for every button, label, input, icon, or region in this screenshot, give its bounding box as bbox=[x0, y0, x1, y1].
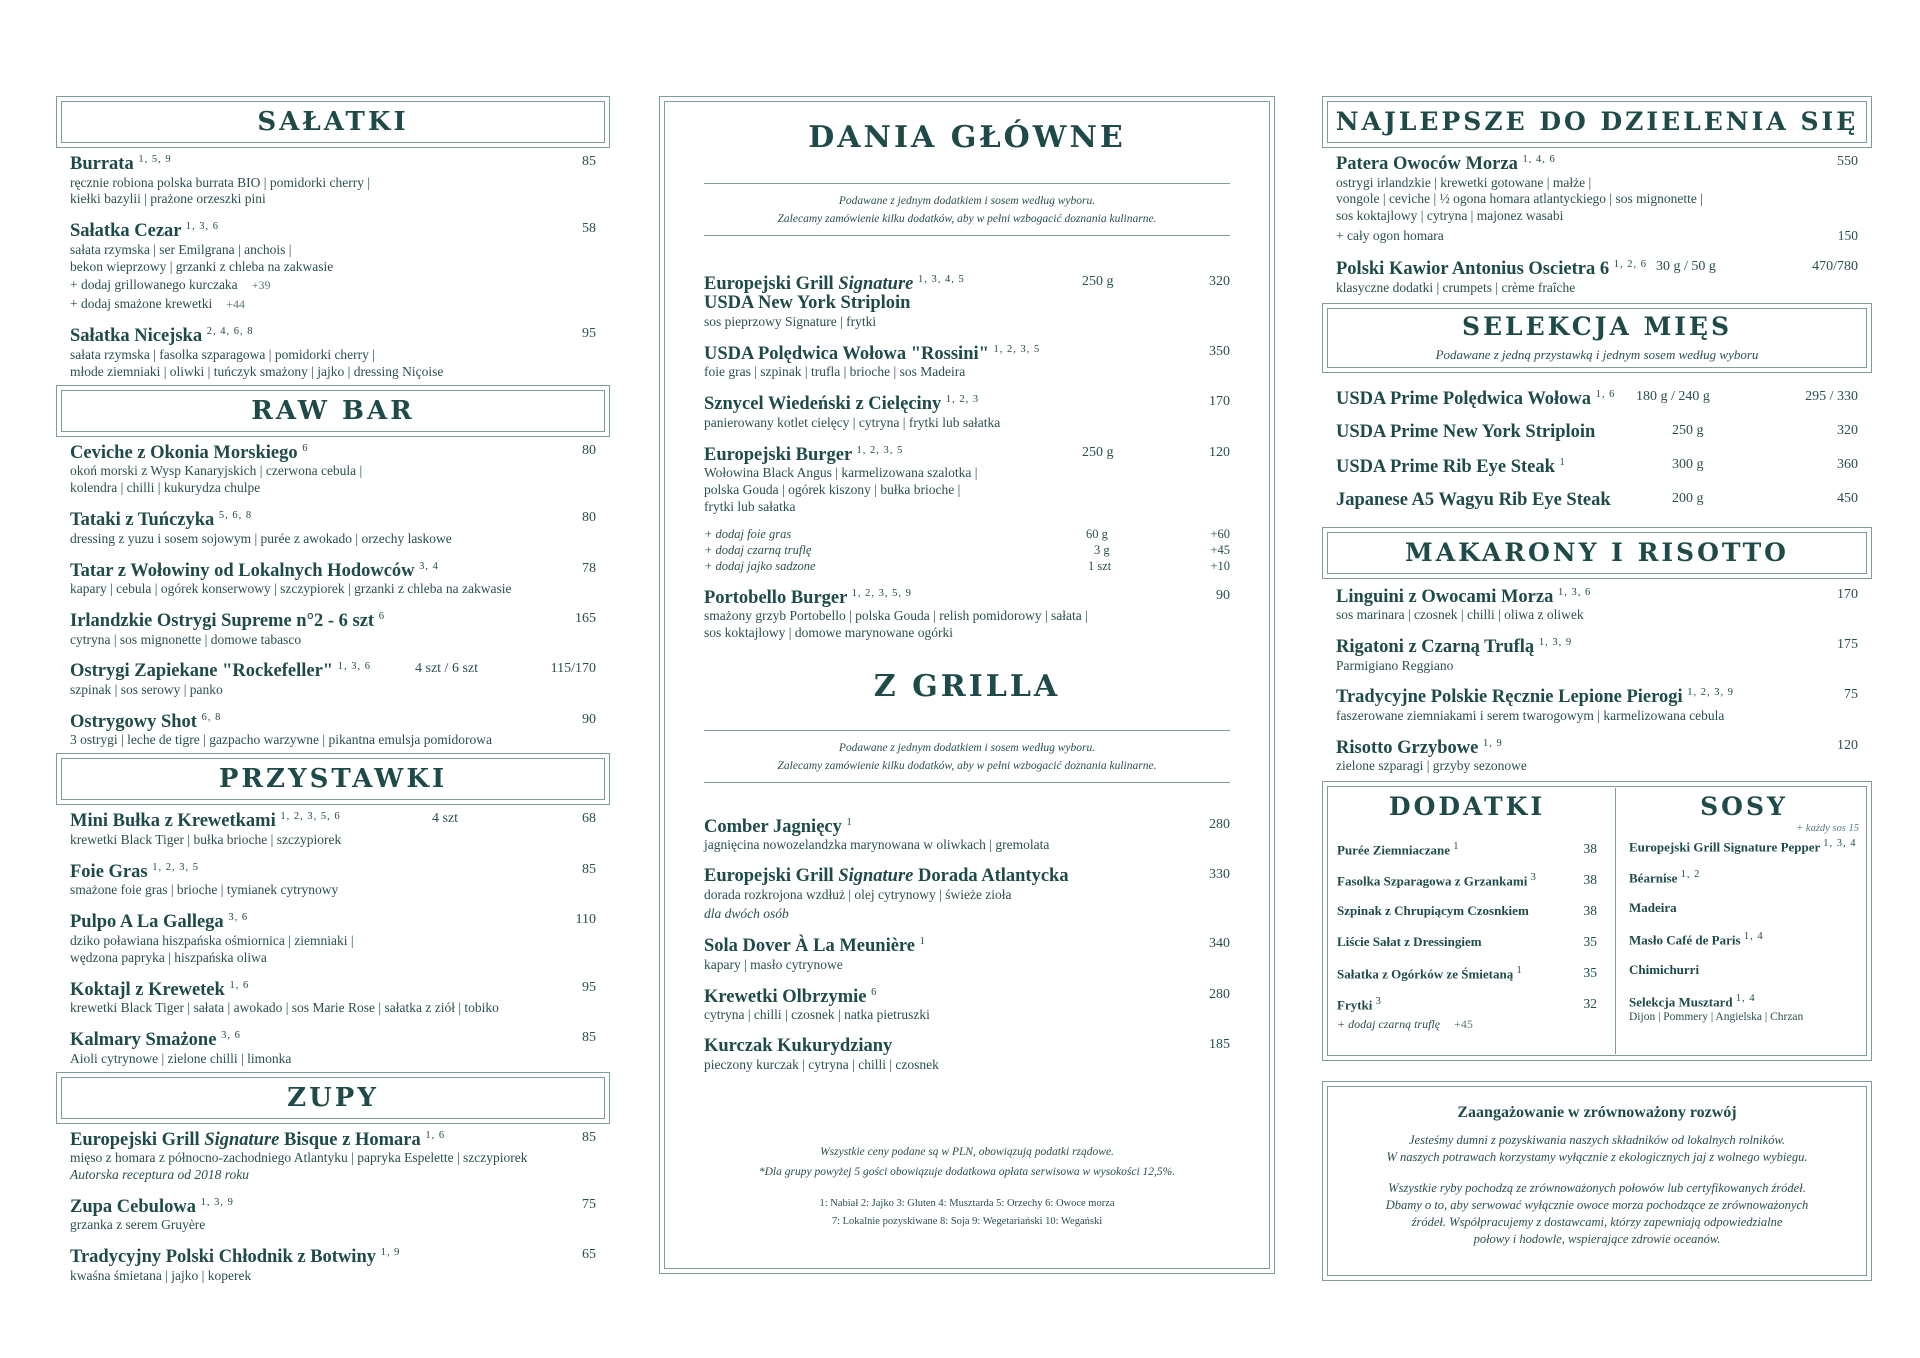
item-name: Dorada Atlantycka bbox=[913, 866, 1069, 887]
item-name: Ceviche z Okonia Morskiego bbox=[70, 442, 298, 463]
allergens: 1, 2, 3, 5, 6 bbox=[280, 811, 341, 823]
item-price: 295 / 330 bbox=[1805, 388, 1858, 404]
menu-item bbox=[70, 1130, 596, 1184]
item-desc: ostrygi irlandzkie | krewetki gotowane | małże | bbox=[1336, 174, 1592, 190]
item-price: 185 bbox=[1209, 1037, 1230, 1053]
divider bbox=[704, 730, 1230, 731]
menu-item bbox=[1336, 637, 1858, 674]
item-name: Tataki z Tuńczyka bbox=[70, 510, 215, 531]
item-name: Koktajl z Krewetek bbox=[70, 979, 225, 1000]
item-price: 360 bbox=[1837, 456, 1858, 472]
section-header-makarony bbox=[1322, 527, 1872, 579]
item-desc: smażone foie gras | brioche | tymianek cytrynowy bbox=[70, 882, 339, 898]
section-title: Z GRILLA bbox=[873, 668, 1061, 704]
sauce-item: Chimichurri bbox=[1629, 962, 1700, 978]
menu-item bbox=[70, 1197, 596, 1234]
raw-bar-list bbox=[56, 437, 610, 750]
item-name: Tatar z Wołowiny od Lokalnych Hodowców bbox=[70, 560, 415, 581]
menu-item bbox=[1336, 389, 1858, 423]
item-desc: kapary | cebula | ogórek konserwowy | szczypiorek | grzanki z chleba na zakwasie bbox=[70, 581, 512, 597]
item-qty: 180 g / 240 g bbox=[1636, 388, 1710, 404]
item-price: 95 bbox=[582, 326, 596, 342]
item-price: 90 bbox=[582, 711, 596, 727]
item-name: Pulpo A La Gallega bbox=[70, 912, 224, 933]
section-title: SAŁATKI bbox=[257, 107, 409, 137]
item-name: USDA Polędwica Wołowa "Rossini" bbox=[704, 343, 989, 364]
allergens: 1 bbox=[846, 816, 853, 828]
item-name: Irlandzkie Ostrygi Supreme n°2 - 6 szt bbox=[70, 611, 375, 632]
section-header-zupy bbox=[56, 1072, 610, 1124]
item-name: Tradycyjne Polskie Ręcznie Lepione Pierogi bbox=[1336, 687, 1683, 708]
menu-item bbox=[704, 1037, 1230, 1073]
allergens: 1, 6 bbox=[425, 1129, 446, 1141]
menu-item bbox=[70, 980, 596, 1017]
item-extra: + dodaj smażone krewetki +44 bbox=[70, 295, 245, 311]
item-desc: wędzona papryka | hiszpańska oliwa bbox=[70, 949, 267, 965]
item-name: Comber Jagnięcy bbox=[704, 816, 842, 837]
item-name: Portobello Burger bbox=[704, 587, 848, 608]
sides-sauces-divider bbox=[1615, 788, 1616, 1054]
divider bbox=[704, 183, 1230, 184]
allergens: 1, 3, 9 bbox=[1538, 637, 1573, 648]
item-desc: mięso z homara z północno-zachodniego Atlantyku | papryka Espelette | szczypiorek bbox=[70, 1150, 528, 1166]
sustainability-text: Jesteśmy dumni z pozyskiwania naszych składników od lokalnych rolników. W naszych potrawach korzystamy wyłącznie z ekologicznych jaj z wolnego wybiegu. bbox=[1386, 1133, 1808, 1165]
allergens: 1 bbox=[1559, 456, 1566, 468]
makarony-list bbox=[1322, 579, 1872, 776]
item-extra: + dodaj czarną truflę 3 g +45 bbox=[704, 543, 1230, 558]
side-item: Liście Sałat z Dressingiem 35 bbox=[1337, 934, 1597, 950]
item-desc: smażony grzyb Portobello | polska Gouda | relish pomidorowy | sałata | bbox=[704, 608, 1088, 624]
allergens: 1, 4, 6 bbox=[1522, 154, 1556, 165]
item-name: Ostrygi Zapiekane "Rockefeller" bbox=[70, 661, 334, 682]
allergens: 1, 6 bbox=[229, 979, 250, 991]
item-desc: kolendra | chilli | kukurydza chulpe bbox=[70, 480, 261, 496]
menu-item bbox=[1336, 687, 1858, 724]
item-price: 320 bbox=[1837, 422, 1858, 438]
menu-item bbox=[70, 443, 596, 497]
item-desc: polska Gouda | ogórek kiszony | bułka brioche | bbox=[704, 482, 961, 498]
item-price: 115/170 bbox=[550, 661, 596, 677]
menu-item bbox=[1336, 457, 1858, 491]
item-qty: 4 szt bbox=[432, 811, 459, 827]
section-header-selekcja bbox=[1322, 303, 1872, 373]
price-notes: Wszystkie ceny podane są w PLN, obowiązują podatki rządowe. *Dla grupy powyżej 5 gości obowiązuje dodatkowa opłata serwisowa w wysokości 12,5%. bbox=[758, 1146, 1176, 1178]
item-name: Foie Gras bbox=[70, 861, 148, 882]
item-qty: 4 szt / 6 szt bbox=[415, 661, 478, 677]
allergens: 3, 4 bbox=[419, 560, 439, 572]
side-item: Frytki $^3$ 32 bbox=[1337, 996, 1597, 1013]
allergens: 6 bbox=[302, 442, 309, 454]
item-price: 75 bbox=[1844, 687, 1858, 703]
item-desc: 3 ostrygi | leche de tigre | gazpacho warzywne | pikantna emulsja pomidorowa bbox=[70, 732, 492, 748]
item-name: Europejski Grill bbox=[704, 273, 839, 294]
item-price: 170 bbox=[1209, 394, 1230, 410]
section-title: SELEKCJA MIĘS bbox=[1461, 311, 1733, 341]
item-desc: kiełki bazylii | prażone orzeszki pini bbox=[70, 191, 266, 207]
item-price: 80 bbox=[582, 510, 596, 526]
dania-glowne-list bbox=[704, 274, 1230, 642]
item-qty: 200 g bbox=[1672, 490, 1704, 506]
item-name: Sola Dover À La Meunière bbox=[704, 936, 916, 957]
section-title: NAJLEPSZE DO DZIELENIA SIĘ bbox=[1335, 107, 1859, 136]
item-desc: sos koktajlowy | cytryna | majonez wasabi bbox=[1336, 208, 1564, 224]
item-desc: klasyczne dodatki | crumpets | crème fraîche bbox=[1336, 279, 1576, 295]
item-desc: dressing z yuzu i sosem sojowym | purée z awokado | orzechy laskowe bbox=[70, 530, 452, 546]
salatki-list bbox=[56, 148, 610, 381]
menu-item bbox=[1336, 423, 1858, 457]
allergens: 3, 6 bbox=[221, 1030, 241, 1042]
item-desc: cytryna | sos mignonette | domowe tabasco bbox=[70, 631, 302, 647]
item-qty: 250 g bbox=[1672, 422, 1704, 438]
allergens: 1, 2, 6 bbox=[1613, 259, 1647, 271]
item-desc: krewetki Black Tiger | sałata | awokado | sos Marie Rose | sałatka z ziół | tobiko bbox=[70, 1000, 499, 1016]
section-title: DODATKI bbox=[1388, 792, 1546, 822]
menu-item bbox=[1336, 491, 1858, 525]
item-desc: frytki lub sałatka bbox=[704, 498, 796, 514]
item-desc: okoń morski z Wysp Kanaryjskich | czerwona cebula | bbox=[70, 463, 363, 479]
menu-item bbox=[70, 811, 596, 848]
item-price: 120 bbox=[1209, 444, 1230, 460]
item-note: Autorska receptura od 2018 roku bbox=[70, 1166, 249, 1182]
side-item: Purée Ziemniaczane $^1$ 38 bbox=[1337, 841, 1597, 858]
dodatki-panel bbox=[1337, 794, 1597, 1033]
allergens: 6 bbox=[871, 986, 878, 998]
item-name: Ostrygowy Shot bbox=[70, 712, 197, 733]
menu-item bbox=[704, 936, 1230, 973]
section-title: RAW BAR bbox=[251, 395, 415, 426]
item-desc: jagnięcina nowozelandzka marynowana w oliwkach | gremolata bbox=[704, 837, 1050, 853]
item-price: 280 bbox=[1209, 986, 1230, 1002]
section-subtitle: Podawane z jednym dodatkiem i sosem według wyboru. Zalecamy zamówienie kilku dodatków, aby w pełni wzbogacić doznania kulinarne. bbox=[777, 741, 1157, 773]
mustard-list: Dijon | Pommery | Angielska | Chrzan bbox=[1629, 1011, 1804, 1024]
item-extra: + dodaj jajko sadzone 1 szt +10 bbox=[704, 559, 1230, 574]
item-desc: sos pieprzowy Signature | frytki bbox=[704, 313, 877, 329]
allergens: 1, 2, 3, 9 bbox=[1687, 687, 1735, 699]
item-name: Burrata bbox=[70, 154, 134, 175]
item-desc: sos marinara | czosnek | chilli | oliwa z oliwek bbox=[1336, 607, 1584, 623]
item-extra: + cały ogon homara 150 bbox=[1336, 228, 1858, 244]
item-price: 95 bbox=[582, 979, 596, 995]
item-desc: panierowany kotlet cielęcy | cytryna | frytki lub sałatka bbox=[704, 414, 1001, 430]
menu-item bbox=[704, 274, 1230, 331]
sides-sauces-box bbox=[1322, 781, 1872, 1061]
item-price: 85 bbox=[582, 861, 596, 877]
allergens: 1, 9 bbox=[380, 1247, 401, 1259]
sosy-panel bbox=[1629, 794, 1859, 1023]
item-name: Rigatoni z Czarną Truflą bbox=[1336, 637, 1535, 658]
item-name-signature: Signature bbox=[838, 866, 914, 887]
item-name: Patera Owoców Morza bbox=[1336, 154, 1518, 175]
item-price: 550 bbox=[1837, 154, 1858, 169]
item-extra: + dodaj foie gras 60 g +60 bbox=[704, 526, 1230, 541]
item-qty: 30 g / 50 g bbox=[1656, 259, 1716, 275]
section-subtitle: Podawane z jedną przystawką i jednym sosem według wyboru bbox=[1435, 346, 1759, 362]
item-price: 330 bbox=[1209, 867, 1230, 883]
item-price: 58 bbox=[582, 221, 596, 237]
allergens: 1, 5, 9 bbox=[138, 154, 172, 165]
allergens: 1, 3, 6 bbox=[185, 221, 220, 233]
item-desc: młode ziemniaki | oliwki | tuńczyk smażony | jajko | dressing Niçoise bbox=[70, 363, 444, 379]
item-price: 450 bbox=[1837, 490, 1858, 506]
item-price: 320 bbox=[1209, 273, 1230, 289]
menu-item bbox=[704, 394, 1230, 431]
side-item: Szpinak z Chrupiącym Czosnkiem 38 bbox=[1337, 903, 1597, 919]
item-desc: kapary | masło cytrynowe bbox=[704, 956, 843, 972]
menu-item bbox=[704, 588, 1230, 642]
menu-item bbox=[70, 912, 596, 966]
allergens: 1, 2, 3, 5 bbox=[856, 444, 904, 456]
allergens: 1, 3, 4, 5 bbox=[918, 273, 965, 285]
z-grilla-list bbox=[704, 817, 1230, 1074]
item-name: Kurczak Kukurydziany bbox=[704, 1036, 893, 1057]
middle-panel bbox=[659, 96, 1275, 1274]
section-title: ZUPY bbox=[287, 1082, 379, 1113]
menu-item bbox=[704, 867, 1230, 923]
middle-inner bbox=[704, 120, 1230, 1231]
menu-item bbox=[70, 326, 596, 380]
item-qty: 250 g bbox=[1082, 273, 1114, 289]
item-name: Risotto Grzybowe bbox=[1336, 738, 1479, 759]
item-desc: grzanka z serem Gruyère bbox=[70, 1217, 206, 1233]
sauce-item: Madeira bbox=[1629, 900, 1677, 916]
item-name: Sałatka Nicejska bbox=[70, 326, 203, 347]
left-column bbox=[56, 96, 610, 1298]
allergens: 1, 6 bbox=[1595, 388, 1616, 400]
menu-item bbox=[704, 817, 1230, 854]
menu-item bbox=[704, 987, 1230, 1024]
item-desc: foie gras | szpinak | trufla | brioche | sos Madeira bbox=[704, 364, 966, 380]
allergens: 1, 2, 3, 5 bbox=[152, 861, 199, 873]
item-name: Japanese A5 Wagyu Rib Eye Steak bbox=[1336, 489, 1611, 510]
section-header-salatki bbox=[56, 96, 610, 148]
allergens: 6, 8 bbox=[201, 711, 222, 723]
item-price: 165 bbox=[575, 611, 596, 626]
item-name: Krewetki Olbrzymie bbox=[704, 986, 867, 1007]
allergens: 1, 3, 6 bbox=[1557, 586, 1592, 598]
side-item: Fasolka Szparagowa z Grzankami $^3$ 38 bbox=[1337, 872, 1597, 889]
menu-item bbox=[1336, 154, 1858, 246]
section-title: PRZYSTAWKI bbox=[218, 764, 448, 795]
item-name: Bisque z Homara bbox=[279, 1129, 421, 1150]
item-name: USDA Prime New York Striploin bbox=[1336, 421, 1596, 442]
item-name: Zupa Cebulowa bbox=[70, 1196, 196, 1217]
section-title: DANIA GŁÓWNE bbox=[808, 120, 1126, 155]
menu-item bbox=[70, 561, 596, 598]
allergens: 5, 6, 8 bbox=[218, 510, 253, 522]
menu-item bbox=[70, 661, 596, 698]
item-price: 470/780 bbox=[1812, 259, 1858, 275]
item-name: Europejski Grill bbox=[70, 1129, 205, 1150]
item-desc: faszerowane ziemniakami i serem twarogowym | karmelizowana cebula bbox=[1336, 708, 1725, 724]
item-desc: Aioli cytrynowe | zielone chilli | limonka bbox=[70, 1050, 292, 1066]
section-header-najlepsze bbox=[1322, 96, 1872, 148]
item-price: 85 bbox=[582, 154, 596, 169]
item-name: Sałatka Cezar bbox=[70, 221, 182, 242]
item-name-line2: USDA New York Striploin bbox=[704, 293, 911, 314]
menu-item bbox=[1336, 738, 1858, 775]
przystawki-list bbox=[56, 805, 610, 1067]
menu-item bbox=[70, 221, 596, 313]
allergens: 1, 3, 9 bbox=[200, 1196, 234, 1208]
section-title: MAKARONY I RISOTTO bbox=[1405, 537, 1789, 567]
menu-item bbox=[70, 510, 596, 547]
divider bbox=[704, 235, 1230, 236]
item-price: 280 bbox=[1209, 816, 1230, 832]
item-name: Mini Bułka z Krewetkami bbox=[70, 811, 276, 832]
sauce-item: Masło Café de Paris $^{1, 4}$ bbox=[1629, 931, 1764, 948]
item-name: Kalmary Smażone bbox=[70, 1030, 217, 1051]
allergens: 1, 2, 3, 5 bbox=[993, 343, 1041, 355]
allergens: 2, 4, 6, 8 bbox=[206, 326, 254, 338]
item-desc: vongole | ceviche | ½ ogona homara atlantyckiego | sos mignonette | bbox=[1336, 191, 1703, 207]
item-price: 120 bbox=[1837, 737, 1858, 753]
menu-item bbox=[70, 712, 596, 749]
item-price: 170 bbox=[1837, 586, 1858, 602]
allergens: 1, 9 bbox=[1482, 737, 1503, 749]
item-desc: ręcznie robiona polska burrata BIO | pomidorki cherry | bbox=[70, 174, 371, 190]
section-header-raw-bar bbox=[56, 385, 610, 437]
allergens: 1, 3, 6 bbox=[337, 661, 371, 673]
item-name: USDA Prime Rib Eye Steak bbox=[1336, 456, 1555, 477]
item-desc: kwaśna śmietana | jajko | koperek bbox=[70, 1267, 252, 1283]
menu-item bbox=[70, 154, 596, 208]
right-column bbox=[1322, 96, 1872, 1281]
allergens: 1, 2, 3 bbox=[945, 394, 980, 406]
item-price: 78 bbox=[582, 560, 596, 576]
section-subtitle: Podawane z jednym dodatkiem i sosem według wyboru. Zalecamy zamówienie kilku dodatków, aby w pełni wzbogacić doznania kulinarne. bbox=[777, 195, 1157, 226]
item-desc: sos koktajlowy | domowe marynowane ogórki bbox=[704, 624, 954, 640]
allergen-legend: 1: Nabiał 2: Jajko 3: Gluten 4: Musztarda 5: Orzechy 6: Owoce morza 7: Lokalnie pozyskiwane 8: Soja 9: Wegetariański 10: Wegański bbox=[819, 1197, 1115, 1227]
item-desc: sałata rzymska | fasolka szparagowa | pomidorki cherry | bbox=[70, 347, 375, 363]
item-price: 350 bbox=[1209, 343, 1230, 359]
selekcja-list bbox=[1322, 373, 1872, 525]
sauce-item: Béarnise $^{1, 2}$ bbox=[1629, 869, 1701, 886]
zupy-list bbox=[56, 1124, 610, 1285]
item-desc: dziko poławiana hiszpańska ośmiornica | ziemniaki | bbox=[70, 932, 354, 948]
side-extra: + dodaj czarną truflę +45 bbox=[1337, 1017, 1473, 1032]
sustainability-text: Wszystkie ryby pochodzą ze zrównoważonych połowów lub certyfikowanych źródeł. Dbamy o to, aby serwować wyłącznie owoce morza pochodzące ze zrównoważonych źródeł. Współpracujemy z dostawcami, którzy zapewniają odpowiedzialne połowy i hodowle, wspierające zdrowie oceanów. bbox=[1385, 1181, 1809, 1246]
item-price: 340 bbox=[1209, 936, 1230, 952]
menu-item bbox=[70, 611, 596, 648]
menu-item bbox=[70, 1030, 596, 1067]
item-price: 85 bbox=[582, 1129, 596, 1145]
item-price: 80 bbox=[582, 442, 596, 458]
item-desc: zielone szparagi | grzyby sezonowe bbox=[1336, 758, 1527, 774]
sauce-item: Europejski Grill Signature Pepper $^{1, 3, 4}$ bbox=[1629, 838, 1857, 855]
item-desc: Parmigiano Reggiano bbox=[1336, 657, 1454, 673]
item-name-signature: Signature bbox=[204, 1129, 280, 1150]
item-name: USDA Prime Polędwica Wołowa bbox=[1336, 388, 1592, 409]
item-desc: dorada rozkrojona wzdłuż | olej cytrynowy | świeże zioła bbox=[704, 886, 1012, 902]
menu-item bbox=[704, 344, 1230, 381]
item-name: Europejski Grill bbox=[704, 866, 839, 887]
item-name: Polski Kawior Antonius Oscietra 6 bbox=[1336, 259, 1610, 280]
item-price: 68 bbox=[582, 811, 596, 827]
section-title: SOSY bbox=[1700, 792, 1788, 822]
allergens: 1, 2, 3, 5, 9 bbox=[851, 587, 912, 599]
item-name: Linguini z Owocami Morza bbox=[1336, 586, 1554, 607]
menu-item bbox=[70, 862, 596, 899]
allergens: 6 bbox=[378, 611, 385, 622]
item-name-signature: Signature bbox=[838, 273, 914, 294]
item-price: 110 bbox=[575, 912, 596, 928]
menu-item bbox=[704, 445, 1230, 575]
item-desc: cytryna | chilli | czosnek | natka pietruszki bbox=[704, 1007, 930, 1023]
item-name: Sznycel Wiedeński z Cielęciny bbox=[704, 394, 942, 415]
sauce-price-note: + każdy sos 15 bbox=[1796, 823, 1859, 835]
allergens: 3, 6 bbox=[228, 912, 249, 924]
item-price: 85 bbox=[582, 1030, 596, 1046]
item-name: Tradycyjny Polski Chłodnik z Botwiny bbox=[70, 1247, 376, 1268]
allergens: 1 bbox=[919, 936, 926, 948]
item-price: 175 bbox=[1837, 637, 1858, 652]
side-item: Sałatka z Ogórków ze Śmietaną $^1$ 35 bbox=[1337, 965, 1597, 982]
menu-item bbox=[70, 1247, 596, 1284]
item-qty: 300 g bbox=[1672, 456, 1704, 472]
item-desc: bekon wieprzowy | grzanki z chleba na zakwasie bbox=[70, 258, 334, 274]
sauce-item: Selekcja Musztard $^{1, 4}$ bbox=[1629, 993, 1756, 1010]
item-desc: sałata rzymska | ser Emilgrana | anchois | bbox=[70, 241, 292, 257]
item-extra: + dodaj grillowanego kurczaka +39 bbox=[70, 276, 271, 292]
item-note: dla dwóch osób bbox=[704, 906, 789, 922]
divider bbox=[704, 782, 1230, 783]
menu-item bbox=[1336, 259, 1858, 296]
item-price: 75 bbox=[582, 1196, 596, 1212]
item-desc: szpinak | sos serowy | panko bbox=[70, 682, 223, 698]
sustainability-title: Zaangażowanie w zrównoważony rozwój bbox=[1457, 1104, 1737, 1122]
section-header-przystawki bbox=[56, 753, 610, 805]
item-price: 90 bbox=[1216, 587, 1230, 603]
item-qty: 250 g bbox=[1082, 444, 1114, 460]
item-desc: Wołowina Black Angus | karmelizowana szalotka | bbox=[704, 465, 978, 481]
sustainability-box bbox=[1322, 1081, 1872, 1281]
item-desc: krewetki Black Tiger | bułka brioche | szczypiorek bbox=[70, 831, 342, 847]
item-name: Europejski Burger bbox=[704, 444, 852, 465]
menu-item bbox=[1336, 587, 1858, 624]
item-price: 65 bbox=[582, 1247, 596, 1263]
najlepsze-list bbox=[1322, 148, 1872, 297]
item-desc: pieczony kurczak | cytryna | chilli | czosnek bbox=[704, 1056, 939, 1072]
